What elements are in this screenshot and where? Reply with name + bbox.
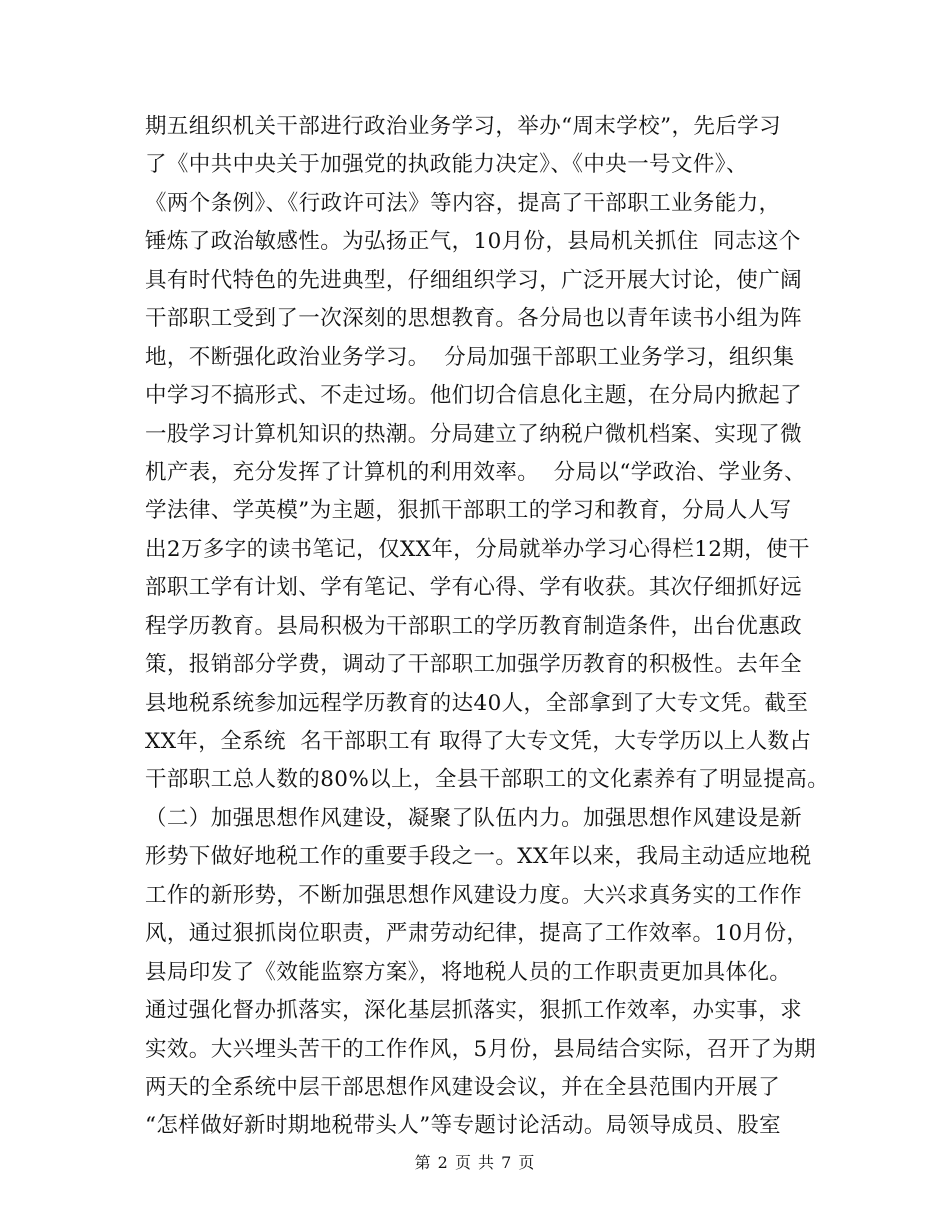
text-line: 工作的新形势，不断加强思想作风建设力度。大兴求真务实的工作作 <box>145 882 803 908</box>
text-line: 锤炼了政治敏感性。为弘扬正气，10月份，县局机关抓住 同志这个 <box>145 229 801 255</box>
text-line: 一股学习计算机知识的热潮。分局建立了纳税户微机档案、实现了微 <box>145 421 803 447</box>
text-line: 学法律、学英模”为主题，狠抓干部职工的学习和教育，分局人人写 <box>145 498 792 524</box>
page-number-footer: 第 2 页 共 7 页 <box>414 1153 536 1172</box>
text-line: 县地税系统参加远程学历教育的达40人，全部拿到了大专文凭。截至 <box>145 690 809 716</box>
text-line: 期五组织机关干部进行政治业务学习，举办“周末学校”，先后学习 <box>145 114 781 139</box>
text-line: 实效。大兴埋头苦干的工作作风，5月份，县局结合实际，召开了为期 <box>145 1036 817 1062</box>
text-line: 具有时代特色的先进典型，仔细组织学习，广泛开展大讨论，使广阔 <box>145 267 803 293</box>
text-line: 地，不断强化政治业务学习。 分局加强干部职工业务学习，组织集 <box>145 344 795 370</box>
text-line: 部职工学有计划、学有笔记、学有心得、学有收获。其次仔细抓好远 <box>145 575 803 601</box>
text-line: 中学习不搞形式、不走过场。他们切合信息化主题，在分局内掀起了 <box>145 383 803 409</box>
body-text <box>145 108 830 1146</box>
text-line: 《两个条例》、《行政许可法》等内容，提高了干部职工业务能力， <box>145 190 781 216</box>
text-line: 干部职工受到了一次深刻的思想教育。各分局也以青年读书小组为阵 <box>145 306 803 332</box>
text-line: 了《中共中央关于加强党的执政能力决定》、《中央一号文件》、 <box>145 152 748 178</box>
text-line: 县局印发了《效能监察方案》，将地税人员的工作职责更加具体化。 <box>145 959 792 985</box>
text-line: 干部职工总人数的80%以上，全县干部职工的文化素养有了明显提高。 <box>145 767 830 793</box>
text-line: 通过强化督办抓落实，深化基层抓落实，狠抓工作效率，办实事，求 <box>145 998 803 1024</box>
text-line: 机产表，充分发挥了计算机的利用效率。 分局以“学政治、学业务、 <box>145 459 806 485</box>
text-line: 风，通过狠抓岗位职责，严肃劳动纪律，提高了工作效率。10月份， <box>145 921 809 947</box>
text-line: 程学历教育。县局积极为干部职工的学历教育制造条件，出台优惠政 <box>145 613 803 639</box>
text-line: 出2万多字的读书笔记，仅XX年，分局就举办学习心得栏12期，使干 <box>145 536 810 562</box>
text-line: “怎样做好新时期地税带头人”等专题讨论活动。局领导成员、股室 <box>145 1113 781 1139</box>
text-line: XX年，全系统 名干部职工有 取得了大专文凭，大专学历以上人数占 <box>145 729 812 754</box>
text-line: 策，报销部分学费，调动了干部职工加强学历教育的积极性。去年全 <box>145 652 803 678</box>
text-line: 形势下做好地税工作的重要手段之一。XX年以来，我局主动适应地税 <box>145 844 812 870</box>
text-line: 两天的全系统中层干部思想作风建设会议，并在全县范围内开展了 <box>145 1074 781 1100</box>
text-line: （二）加强思想作风建设，凝聚了队伍内力。加强思想作风建设是新 <box>145 805 803 831</box>
